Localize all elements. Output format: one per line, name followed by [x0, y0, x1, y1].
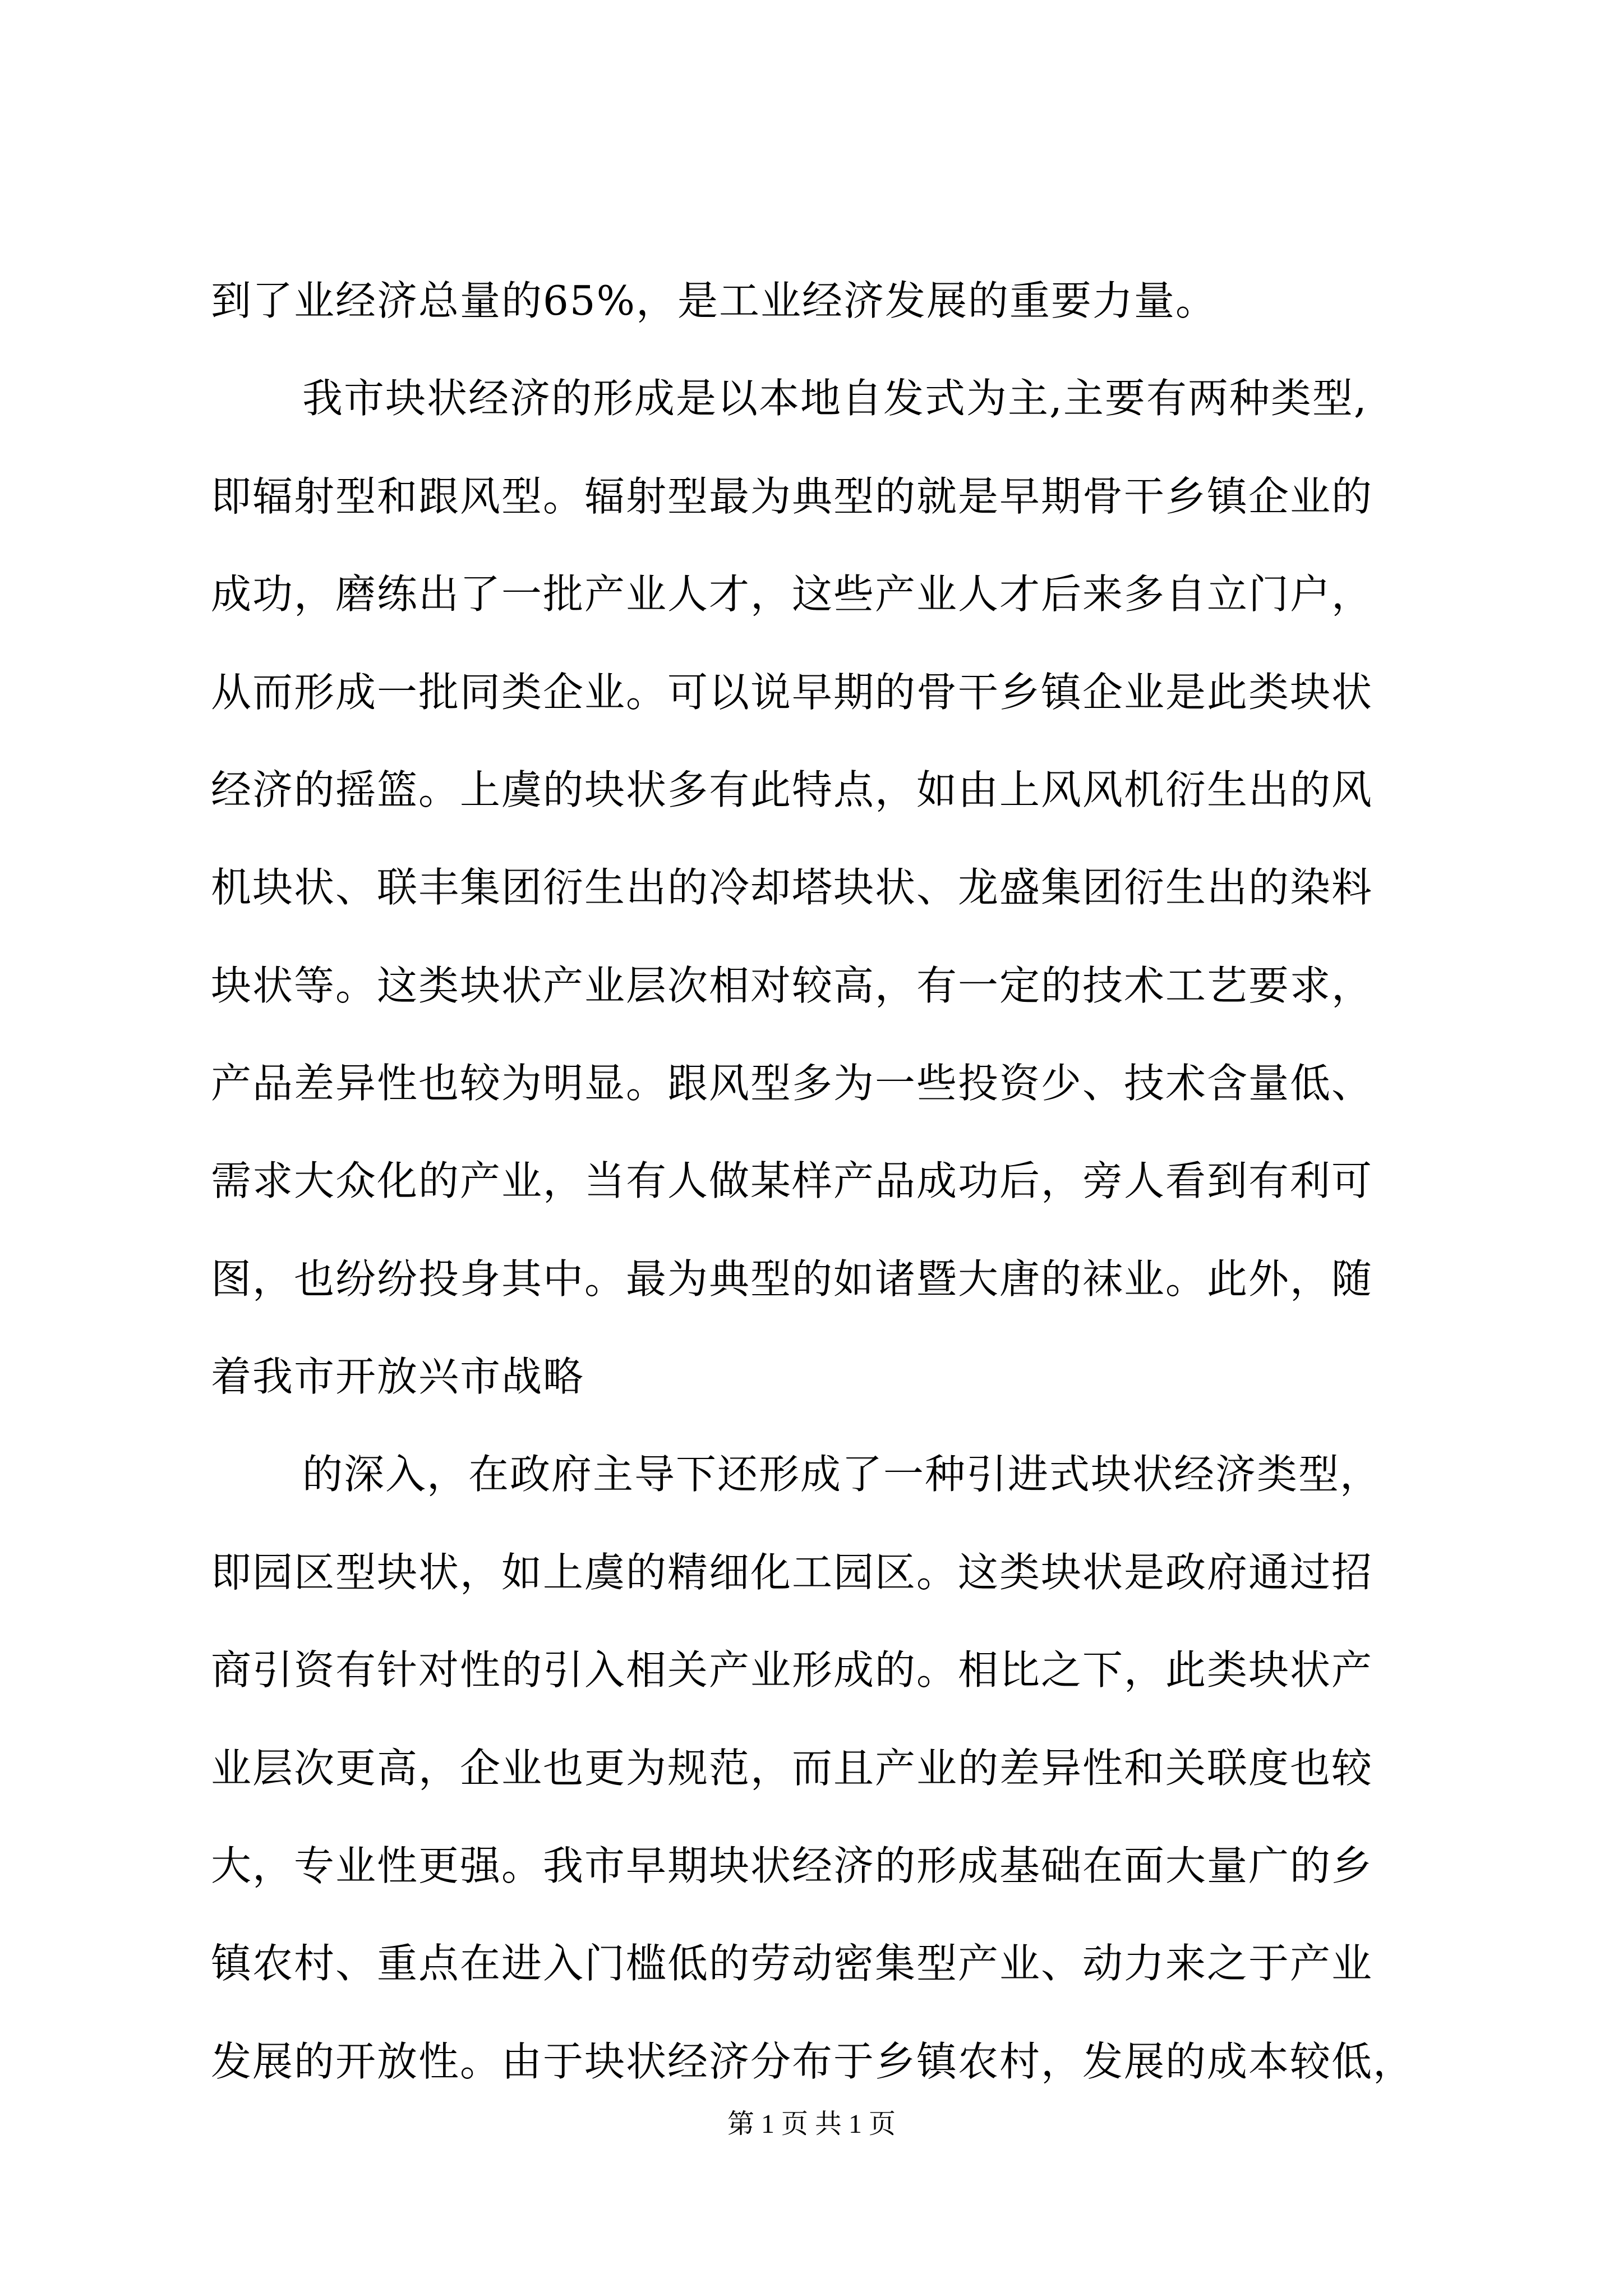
text-line: 产品差异性也较为明显。跟风型多为一些投资少、技术含量低、 [211, 1060, 1373, 1107]
text-line: 镇农村、重点在进入门槛低的劳动密集型产业、动力来之于产业 [211, 1940, 1373, 1987]
text-line: 即园区型块状，如上虞的精细化工园区。这类块状是政府通过招 [211, 1549, 1373, 1596]
text-line: 需求大众化的产业，当有人做某样产品成功后，旁人看到有利可 [211, 1157, 1373, 1204]
text-line: 即辐射型和跟风型。辐射型最为典型的就是早期骨干乡镇企业的 [211, 473, 1373, 520]
text-line: 机块状、联丰集团衍生出的冷却塔块状、龙盛集团衍生出的染料 [211, 864, 1373, 911]
text-line: 大，专业性更强。我市早期块状经济的形成基础在面大量广的乡 [211, 1842, 1373, 1889]
text-line: 着我市开放兴市战略 [211, 1353, 585, 1400]
paragraph-first-line: 的深入，在政府主导下还形成了一种引进式块状经济类型， [302, 1451, 1382, 1498]
text-line: 块状等。这类块状产业层次相对较高，有一定的技术工艺要求， [211, 962, 1373, 1009]
paragraph-first-line: 我市块状经济的形成是以本地自发式为主,主要有两种类型, [302, 375, 1368, 422]
text-line: 到了业经济总量的65%，是工业经济发展的重要力量。 [211, 277, 1218, 324]
text-line: 发展的开放性。由于块状经济分布于乡镇农村，发展的成本较低， [211, 2038, 1415, 2085]
text-line: 经济的摇篮。上虞的块状多有此特点，如由上风风机衍生出的风 [211, 766, 1373, 813]
text-line: 图，也纷纷投身其中。最为典型的如诸暨大唐的袜业。此外，随 [211, 1255, 1373, 1303]
page-number-footer: 第 1 页 共 1 页 [727, 2109, 896, 2139]
text-line: 从而形成一批同类企业。可以说早期的骨干乡镇企业是此类块状 [211, 669, 1373, 716]
text-line: 成功，磨练出了一批产业人才，这些产业人才后来多自立门户， [211, 570, 1373, 618]
text-line: 商引资有针对性的引入相关产业形成的。相比之下，此类块状产 [211, 1646, 1373, 1694]
text-line: 业层次更高，企业也更为规范，而且产业的差异性和关联度也较 [211, 1745, 1373, 1792]
